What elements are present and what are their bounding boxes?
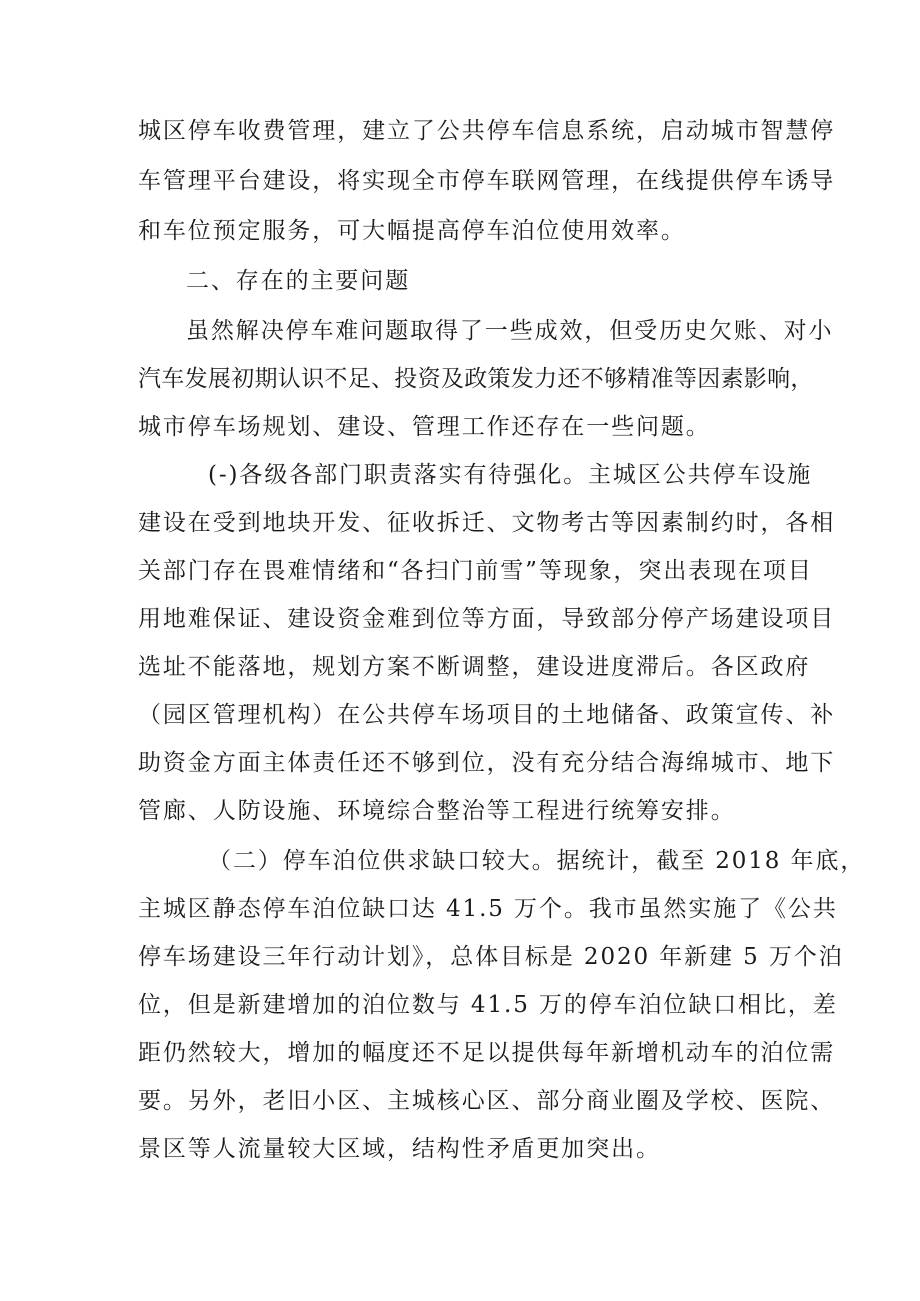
text-line: （园区管理机构）在公共停车场项目的土地储备、政策宣传、补 <box>138 702 836 728</box>
subsection-heading-line: （二）停车泊位供求缺口较大。据统计，截至 2018 年底， <box>208 848 866 874</box>
text-line: 用地难保证、建设资金难到位等方面，导致部分停产场建设项目 <box>138 606 836 632</box>
text-line: 距仍然较大，增加的幅度还不足以提供每年新增机动车的泊位需 <box>138 1040 836 1066</box>
section-heading: 二、存在的主要问题 <box>186 268 411 294</box>
text-line: 汽车发展初期认识不足、投资及政策发力还不够精准等因素影响， <box>138 366 814 392</box>
text-line: 城区停车收费管理，建立了公共停车信息系统，启动城市智慧停 <box>138 118 836 144</box>
subsection-heading-line: (-)各级各部门职责落实有待强化。主城区公共停车设施 <box>208 462 813 488</box>
text-line: 停车场建设三年行动计划》，总体目标是 2020 年新建 5 万个泊 <box>138 944 844 970</box>
text-line: 景区等人流量较大区域，结构性矛盾更加突出。 <box>138 1136 661 1162</box>
text-line: 选址不能落地，规划方案不断调整，建设进度滞后。各区政府 <box>138 654 811 680</box>
text-line: 主城区静态停车泊位缺口达 41.5 万个。我市虽然实施了《公共 <box>138 896 838 922</box>
text-line: 城市停车场规划、建设、管理工作还存在一些问题。 <box>138 414 711 440</box>
text-line: 管廊、人防设施、环境综合整治等工程进行统筹安排。 <box>138 798 736 824</box>
text-line: 和车位预定服务，可大幅提高停车泊位使用效率。 <box>138 218 686 244</box>
text-line: 车管理平台建设，将实现全市停车联网管理，在线提供停车诱导 <box>138 168 836 194</box>
text-line: 建设在受到地块开发、征收拆迁、文物考古等因素制约时，各相 <box>138 510 836 536</box>
text-line: 关部门存在畏难情绪和“各扫门前雪”等现象，突出表现在项目 <box>138 558 813 584</box>
text-line: 助资金方面主体责任还不够到位，没有充分结合海绵城市、地下 <box>138 750 836 776</box>
text-line: 要。另外，老旧小区、主城核心区、部分商业圈及学校、医院、 <box>138 1088 836 1114</box>
paragraph-first-line: 虽然解决停车难问题取得了一些成效，但受历史欠账、对小 <box>186 318 834 344</box>
text-line: 位，但是新建增加的泊位数与 41.5 万的停车泊位缺口相比，差 <box>138 992 838 1018</box>
